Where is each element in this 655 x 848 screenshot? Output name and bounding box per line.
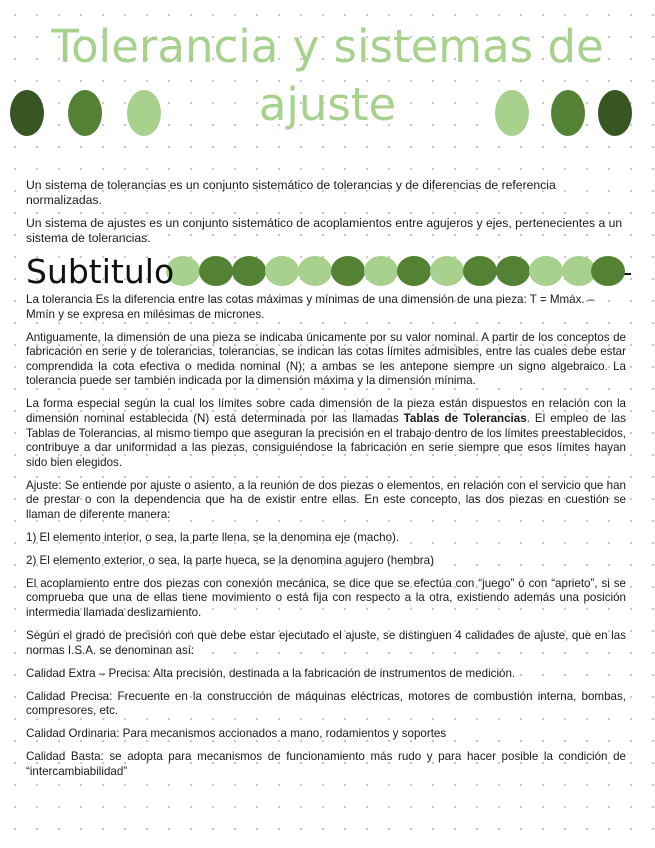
subtitle-heading: Subtitulo <box>26 252 175 291</box>
oval-light <box>495 90 529 136</box>
oval-mid <box>591 256 625 286</box>
body-section <box>26 293 626 788</box>
oval-dark <box>598 90 632 136</box>
body-paragraph: La tolerancia Es la diferencia entre las cotas máximas y mínimas de una dimensión de una pieza: T = Mmáx. – Mmín y se expresa en milésimas de micrones. <box>26 293 595 321</box>
intro-paragraph: Un sistema de ajustes es un conjunto sistemático de acoplamientos entre agujeros y ejes, pertenecientes a un sistema de tolerancias. <box>26 216 623 245</box>
oval-mid <box>397 256 431 286</box>
body-paragraph: Calidad Extra – Precisa: Alta precisión, destinada a la fabricación de instrumentos de medición. <box>26 666 516 680</box>
body-paragraph: 1) El elemento interior, o sea, la parte llena, se la denomina eje (macho). <box>26 530 400 544</box>
oval-mid <box>232 256 266 286</box>
body-paragraph: Calidad Precisa: Frecuente en la construcción de máquinas eléctricas, motores de combustión interna, bombas, compresores, etc. <box>26 689 626 718</box>
oval-mid <box>331 256 365 286</box>
body-paragraph: Calidad Ordinaria: Para mecanismos accionados a mano, rodamientos y soportes <box>26 727 447 741</box>
oval-dark <box>10 90 44 136</box>
body-paragraph: Calidad Basta: se adopta para mecanismos de funcionamiento más rudo y para hacer posible la condición de “intercambiabilidad” <box>26 750 626 778</box>
oval-light <box>430 256 464 286</box>
oval-mid <box>68 90 102 136</box>
oval-light <box>529 256 563 286</box>
intro-section <box>26 178 626 254</box>
body-paragraph-tables <box>26 397 626 470</box>
body-text: . El empleo de las Tablas de Tolerancias, al mismo tiempo que aseguran la precisión en el trabajo dentro de los límites preestablecidos, contribuye a dar uniformidad a las piezas, consiguiéndose la fabricación en serie siempre que esos límites hayan sido bien elegidos. <box>26 411 627 469</box>
oval-mid <box>496 256 530 286</box>
oval-mid <box>551 90 585 136</box>
title-line-2: ajuste <box>258 78 397 131</box>
oval-mid <box>463 256 497 286</box>
oval-light <box>298 256 332 286</box>
body-paragraph: 2) El elemento exterior, o sea, la parte hueca, se la denomina agujero (hembra) <box>26 553 434 567</box>
body-paragraph: Antiguamente, la dimensión de una pieza se indicaba únicamente por su valor nominal. A partir de los conceptos de fabricación en serie y de tolerancias, tolerancias, se indican las cotas límites admisibles, entre las cuales debe estar comprendida la cota efectiva o medida nominal (N); a ambas se les antepone siempre un signo algebraico. La tolerancia puede ser también indicada por la dimensión máxima y la dimensión mínima. <box>26 330 626 388</box>
oval-mid <box>199 256 233 286</box>
oval-light <box>265 256 299 286</box>
decorative-ovals-right <box>495 90 655 138</box>
decorative-ovals-left <box>10 90 170 138</box>
intro-paragraph: Un sistema de tolerancias es un conjunto sistemático de tolerancias y de diferencias de referencia normalizadas. <box>26 178 556 207</box>
subtitle-row <box>26 252 636 292</box>
body-paragraph: Según el grado de precisión con que debe estar ejecutado el ajuste, se distinguen 4 calidades de ajuste, que en las normas I.S.A. se denominan así: <box>26 629 626 657</box>
oval-light <box>127 90 161 136</box>
oval-light <box>364 256 398 286</box>
body-paragraph: El acoplamiento entre dos piezas con conexión mecánica, se dice que se efectúa con “juego” ó con “aprieto”, si se comprueba que una de ellas tiene movimiento o está fija con respecto a la otra, existiendo además una posición intermedia llamada deslizamiento. <box>26 576 626 620</box>
body-paragraph: Ajuste: Se entiende por ajuste o asiento, a la reunión de dos piezas o elementos, en relación con el servicio que han de prestar o con la dependencia que ha de existir entre ellas. En este concepto, las dos piezas en cuestión se llaman de diferente manera: <box>26 478 626 521</box>
body-text: La forma especial según la cual los límites sobre cada dimensión de la pieza están dispuestos en relación con la dimensión nominal establecida (N) está determinada por las llamadas <box>26 397 626 425</box>
title-line-1: Tolerancia y sistemas de <box>51 20 604 73</box>
bold-term: Tablas de Tolerancias <box>403 411 527 425</box>
